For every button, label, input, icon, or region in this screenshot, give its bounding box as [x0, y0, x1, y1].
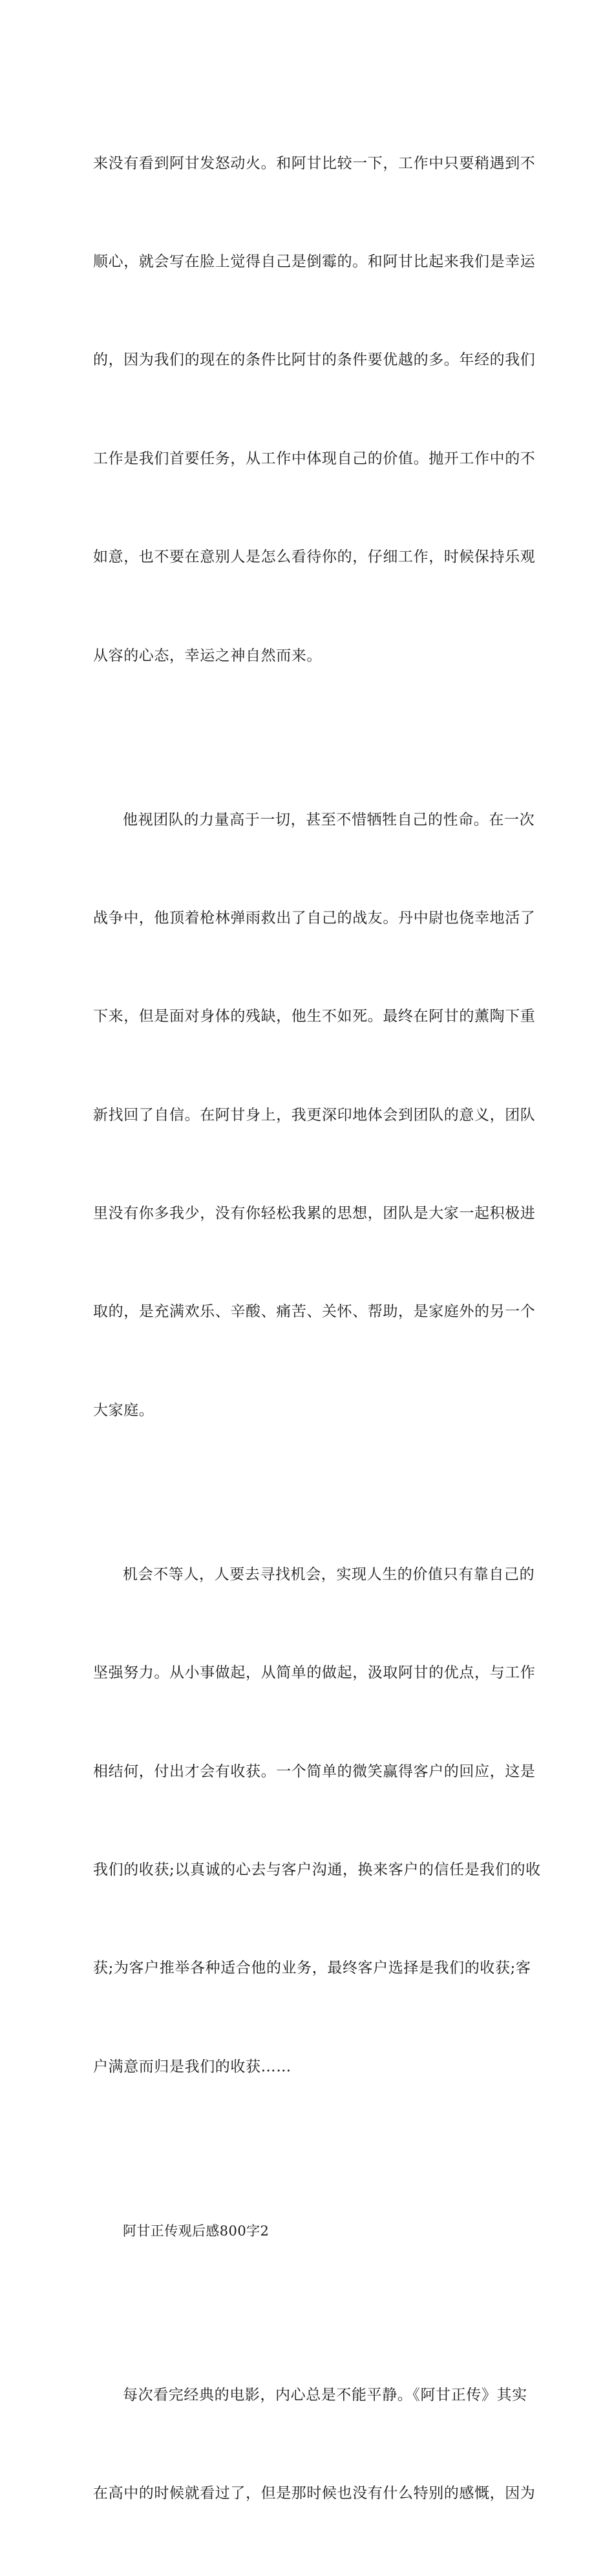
text-line: 如意，也不要在意别人是怎么看待你的，仔细工作，时候保持乐观: [93, 549, 536, 566]
text-line: 战争中，他顶着枪林弹雨救出了自己的战友。丹中尉也侥幸地活了: [93, 909, 536, 927]
text-line: 我们的收获;以真诚的心去与客户沟通，换来客户的信任是我们的收: [93, 1861, 541, 1879]
paragraph-1: [93, 81, 536, 738]
text-line: 来没有看到阿甘发怒动火。和阿甘比较一下，工作中只要稍遇到不: [93, 154, 536, 172]
paragraph-4: [93, 2313, 536, 2575]
text-line: 从容的心态，幸运之神自然而来。: [93, 647, 322, 664]
text-line: 顺心，就会写在脸上觉得自己是倒霉的。和阿甘比起来我们是幸运: [93, 253, 536, 270]
text-line: 工作是我们首要任务，从工作中体现自己的价值。抛开工作中的不: [93, 450, 536, 467]
text-line: 大家庭。: [93, 1401, 154, 1419]
text-line: 相结何，付出才会有收获。一个简单的微笑赢得客户的回应，这是: [93, 1763, 536, 1780]
text-line: 里没有你多我少，没有你轻松我累的思想，团队是大家一起积极进: [93, 1205, 536, 1222]
paragraph-3: [93, 1492, 541, 2149]
section-heading: 阿甘正传观后感800字2: [123, 2223, 270, 2239]
paragraph-2: [93, 738, 536, 1492]
text-line: 新找回了自信。在阿甘身上，我更深印地体会到团队的意义，团队: [93, 1106, 536, 1124]
text-line: 取的，是充满欢乐、辛酸、痛苦、关怀、帮助，是家庭外的另一个: [93, 1303, 536, 1321]
text-line: 每次看完经典的电影，内心总是不能平静。《阿甘正传》其实: [123, 2386, 527, 2403]
text-line: 机会不等人，人要去寻找机会，实现人生的价值只有靠自己的: [123, 1565, 535, 1583]
text-line: 户满意而归是我们的收获……: [93, 2058, 291, 2075]
text-line: 的，因为我们的现在的条件比阿甘的条件要优越的多。年经的我们: [93, 351, 536, 369]
section-heading-block: [93, 2149, 521, 2313]
text-line: 在高中的时候就看过了，但是那时候也没有什么特别的感慨，因为: [93, 2485, 536, 2502]
text-line: 坚强努力。从小事做起，从简单的做起，汲取阿甘的优点，与工作: [93, 1664, 536, 1682]
text-line: 下来，但是面对身体的残缺，他生不如死。最终在阿甘的薰陶下重: [93, 1008, 536, 1025]
text-line: 获;为客户推举各种适合他的业务，最终客户选择是我们的收获;客: [93, 1960, 531, 1977]
document-body: [93, 81, 541, 2576]
text-line: 他视团队的力量高于一切，甚至不惜牺牲自己的性命。在一次: [123, 811, 535, 828]
